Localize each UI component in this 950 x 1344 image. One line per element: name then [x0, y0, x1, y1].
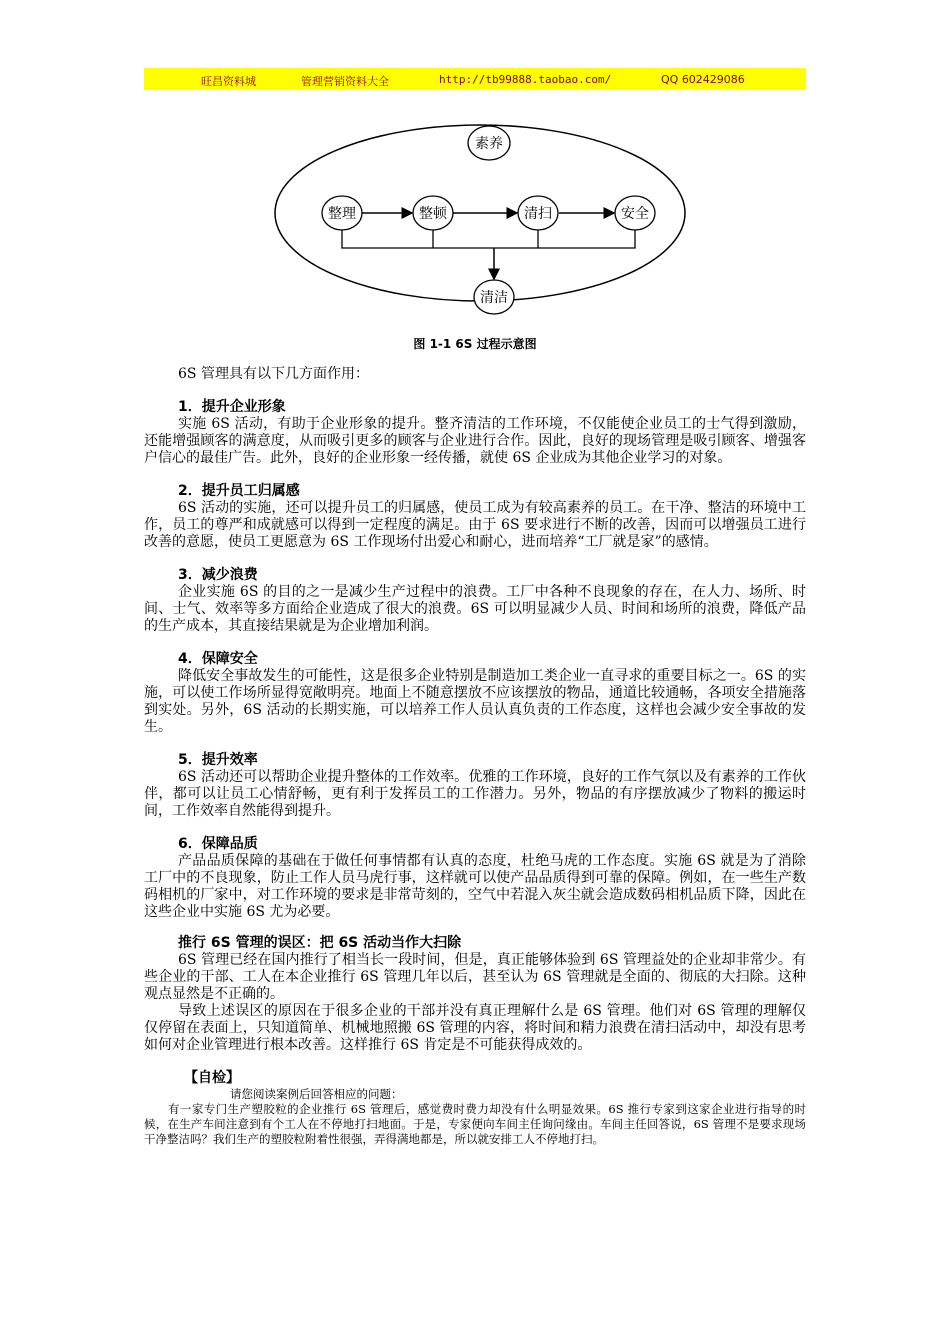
- section-6-body: 产品品质保障的基础在于做任何事情都有认真的态度，杜绝马虎的工作态度。实施 6S 就是为了消除工厂中的不良现象，防止工作人员马虎行事，这样就可以使产品品质得到可靠的保障。例如，在一些生产数码相机的厂家中，对工作环境的要求是非常苛刻的，空气中若混入灰尘就会造成数码相机品质下降，因此在这些企业中实施 6S 尤为必要。: [144, 853, 806, 920]
- header-qq: QQ 602429086: [661, 73, 745, 86]
- node-anquan-label: 安全: [621, 206, 649, 222]
- header-shop-name: 旺昌资料城: [201, 75, 256, 88]
- header-bar: [144, 68, 806, 90]
- document-body: [144, 366, 806, 1147]
- section-4-body: 降低安全事故发生的可能性，这是很多企业特别是制造加工类企业一直寻求的重要目标之一。6S 的实施，可以使工作场所显得宽敞明亮。地面上不随意摆放不应该摆放的物品，通道比较通畅，各项安全措施落到实处。另外，6S 活动的长期实施，可以培养工作人员认真负责的工作态度，这样也会减少安全事故的发生。: [144, 668, 806, 735]
- self-check-prompt: 请您阅读案例后回答相应的问题：: [230, 1087, 403, 1101]
- 6s-process-diagram: [270, 115, 690, 335]
- connector-bracket: [342, 230, 635, 248]
- header-category: 管理营销资料大全: [301, 75, 389, 88]
- node-qingsao: [518, 196, 558, 230]
- node-zhengli-label: 整理: [328, 206, 356, 222]
- misconception-paragraph-1: 6S 管理已经在国内推行了相当长一段时间，但是，真正能够体验到 6S 管理益处的企业却非常少。有些企业的干部、工人在本企业推行 6S 管理几年以后，甚至认为 6S 管理就是全面的、彻底的大扫除。这种观点显然是不正确的。: [144, 952, 806, 1002]
- node-suyang: [468, 126, 510, 160]
- node-anquan: [615, 196, 655, 230]
- section-2-body: 6S 活动的实施，还可以提升员工的归属感，使员工成为有较高素养的员工。在干净、整洁的环境中工作，员工的尊严和成就感可以得到一定程度的满足。由于 6S 要求进行不断的改善，因而可以增强员工进行改善的意愿，使员工更愿意为 6S 工作现场付出爱心和耐心，进而培养“工厂就是家”的感情。: [144, 500, 806, 550]
- misconception-title: 推行 6S 管理的误区：把 6S 活动当作大扫除: [178, 935, 462, 951]
- self-check-case: [144, 1087, 806, 1147]
- section-6-title: 6．保障品质: [178, 836, 258, 852]
- section-5-title: 5．提升效率: [178, 752, 258, 768]
- self-check-title: 【自检】: [184, 1070, 240, 1086]
- misconception-paragraph-2: 导致上述误区的原因在于很多企业的干部并没有真正理解什么是 6S 管理。他们对 6S 管理的理解仅仅停留在表面上，只知道简单、机械地照搬 6S 管理的内容，将时间和精力浪费在清扫活动中，却没有思考如何对企业管理进行根本改善。这样推行 6S 肯定是不可能获得成效的。: [144, 1003, 806, 1053]
- self-check-case-text: 有一家专门生产塑胶粒的企业推行 6S 管理后，感觉费时费力却没有什么明显效果。6S 推行专家到这家企业进行指导的时候，在生产车间注意到有个工人在不停地打扫地面。于是，专家便向车间主任询问缘由。车间主任回答说，6S 管理不是要求现场干净整洁吗？我们生产的塑胶粒附着性很强，弄得满地都是，所以就安排工人不停地打扫。: [144, 1102, 806, 1146]
- node-qingsao-label: 清扫: [524, 206, 552, 222]
- section-2-title: 2．提升员工归属感: [178, 483, 300, 499]
- node-qingjie-label: 清洁: [480, 290, 508, 306]
- figure-caption: 图 1-1 6S 过程示意图: [413, 337, 537, 351]
- section-1-title: 1．提升企业形象: [178, 399, 286, 415]
- section-4-title: 4．保障安全: [178, 651, 258, 667]
- header-url[interactable]: http://tb99888.taobao.com/: [439, 73, 612, 86]
- node-zhengdun: [413, 196, 453, 230]
- section-1-body: 实施 6S 活动，有助于企业形象的提升。整齐清洁的工作环境，不仅能使企业员工的士气得到激励，还能增强顾客的满意度，从而吸引更多的顾客与企业进行合作。因此，良好的现场管理是吸引顾客、增强客户信心的最佳广告。此外，良好的企业形象一经传播，就使 6S 企业成为其他企业学习的对象。: [144, 416, 806, 466]
- section-3-title: 3．减少浪费: [178, 567, 258, 583]
- section-3-body: 企业实施 6S 的目的之一是减少生产过程中的浪费。工厂中各种不良现象的存在，在人力、场所、时间、士气、效率等多方面给企业造成了很大的浪费。6S 可以明显减少人员、时间和场所的浪费，降低产品的生产成本，其直接结果就是为企业增加利润。: [144, 584, 806, 634]
- node-suyang-label: 素养: [475, 136, 503, 152]
- node-zhengdun-label: 整顿: [419, 206, 447, 222]
- intro-text: 6S 管理具有以下几方面作用：: [178, 366, 369, 382]
- node-zhengli: [322, 196, 362, 230]
- node-qingjie: [474, 280, 514, 314]
- section-5-body: 6S 活动还可以帮助企业提升整体的工作效率。优雅的工作环境，良好的工作气氛以及有素养的工作伙伴，都可以让员工心情舒畅，更有利于发挥员工的工作潜力。另外，物品的有序摆放减少了物料的搬运时间，工作效率自然能得到提升。: [144, 769, 806, 819]
